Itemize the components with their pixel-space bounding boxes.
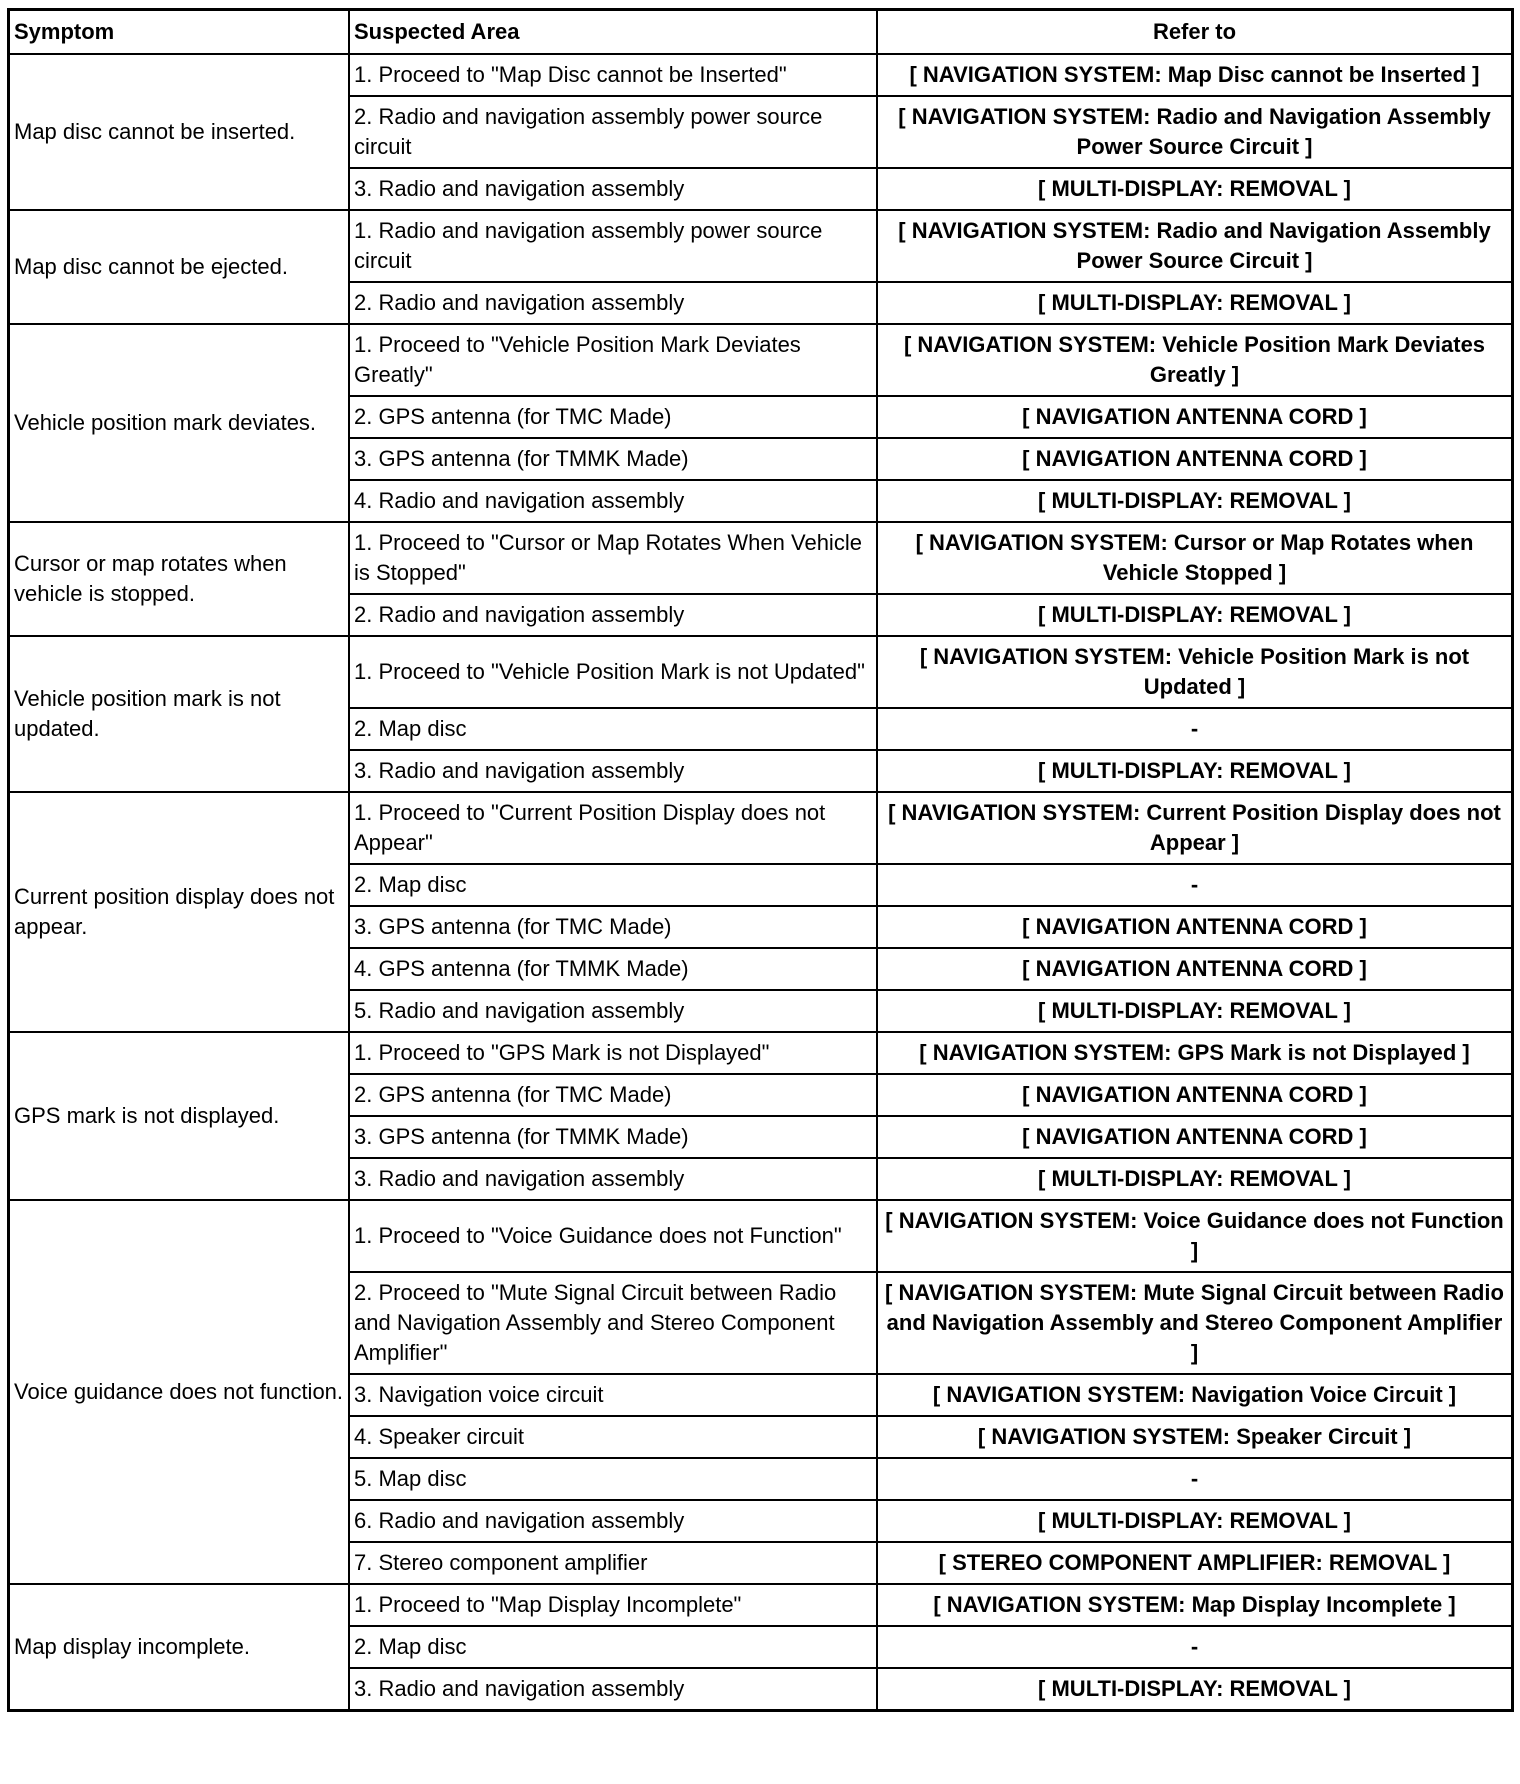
suspected-area-cell: 2. Radio and navigation assembly power source circuit	[349, 96, 877, 168]
suspected-area-cell: 1. Proceed to "Current Position Display does not Appear"	[349, 792, 877, 864]
table-row	[9, 324, 1513, 396]
suspected-area-cell: 1. Proceed to "Voice Guidance does not Function"	[349, 1200, 877, 1272]
suspected-area-cell: 5. Radio and navigation assembly	[349, 990, 877, 1032]
table-row	[9, 1032, 1513, 1074]
header-suspected-area: Suspected Area	[349, 10, 877, 55]
suspected-area-cell: 3. Radio and navigation assembly	[349, 1668, 877, 1711]
table-row	[9, 1200, 1513, 1272]
refer-to-link[interactable]: [ STEREO COMPONENT AMPLIFIER: REMOVAL ]	[877, 1542, 1513, 1584]
header-row	[9, 10, 1513, 55]
refer-to-link[interactable]: [ MULTI-DISPLAY: REMOVAL ]	[877, 480, 1513, 522]
refer-to-link[interactable]: [ NAVIGATION SYSTEM: Navigation Voice Circuit ]	[877, 1374, 1513, 1416]
suspected-area-cell: 3. Navigation voice circuit	[349, 1374, 877, 1416]
refer-to-link: -	[877, 708, 1513, 750]
refer-to-link[interactable]: [ NAVIGATION SYSTEM: Voice Guidance does not Function ]	[877, 1200, 1513, 1272]
refer-to-link[interactable]: [ MULTI-DISPLAY: REMOVAL ]	[877, 1668, 1513, 1711]
suspected-area-cell: 1. Radio and navigation assembly power source circuit	[349, 210, 877, 282]
refer-to-link[interactable]: [ NAVIGATION ANTENNA CORD ]	[877, 948, 1513, 990]
refer-to-link[interactable]: [ NAVIGATION SYSTEM: Map Display Incomplete ]	[877, 1584, 1513, 1626]
suspected-area-cell: 6. Radio and navigation assembly	[349, 1500, 877, 1542]
symptom-cell: Map disc cannot be inserted.	[9, 54, 350, 210]
refer-to-link[interactable]: [ MULTI-DISPLAY: REMOVAL ]	[877, 594, 1513, 636]
refer-to-link[interactable]: [ NAVIGATION SYSTEM: Vehicle Position Mark is not Updated ]	[877, 636, 1513, 708]
suspected-area-cell: 3. GPS antenna (for TMC Made)	[349, 906, 877, 948]
suspected-area-cell: 2. Radio and navigation assembly	[349, 594, 877, 636]
refer-to-link[interactable]: [ MULTI-DISPLAY: REMOVAL ]	[877, 282, 1513, 324]
suspected-area-cell: 3. Radio and navigation assembly	[349, 168, 877, 210]
table-body	[9, 54, 1513, 1711]
suspected-area-cell: 4. Radio and navigation assembly	[349, 480, 877, 522]
refer-to-link[interactable]: [ NAVIGATION SYSTEM: Mute Signal Circuit between Radio and Navigation Assembly and Stereo Component Amplifier ]	[877, 1272, 1513, 1374]
table-row	[9, 792, 1513, 864]
suspected-area-cell: 2. Radio and navigation assembly	[349, 282, 877, 324]
suspected-area-cell: 5. Map disc	[349, 1458, 877, 1500]
refer-to-link[interactable]: [ NAVIGATION ANTENNA CORD ]	[877, 906, 1513, 948]
refer-to-link[interactable]: [ NAVIGATION SYSTEM: Map Disc cannot be Inserted ]	[877, 54, 1513, 96]
suspected-area-cell: 3. Radio and navigation assembly	[349, 750, 877, 792]
suspected-area-cell: 2. Map disc	[349, 1626, 877, 1668]
suspected-area-cell: 1. Proceed to "Map Display Incomplete"	[349, 1584, 877, 1626]
symptom-cell: Cursor or map rotates when vehicle is stopped.	[9, 522, 350, 636]
symptom-cell: Voice guidance does not function.	[9, 1200, 350, 1584]
refer-to-link[interactable]: [ NAVIGATION SYSTEM: Radio and Navigation Assembly Power Source Circuit ]	[877, 210, 1513, 282]
header-symptom: Symptom	[9, 10, 350, 55]
suspected-area-cell: 2. GPS antenna (for TMC Made)	[349, 396, 877, 438]
suspected-area-cell: 2. Proceed to "Mute Signal Circuit between Radio and Navigation Assembly and Stereo Component Amplifier"	[349, 1272, 877, 1374]
refer-to-link: -	[877, 1626, 1513, 1668]
refer-to-link[interactable]: [ NAVIGATION ANTENNA CORD ]	[877, 438, 1513, 480]
refer-to-link[interactable]: [ NAVIGATION ANTENNA CORD ]	[877, 396, 1513, 438]
refer-to-link[interactable]: [ NAVIGATION ANTENNA CORD ]	[877, 1074, 1513, 1116]
symptom-cell: Map display incomplete.	[9, 1584, 350, 1711]
suspected-area-cell: 2. Map disc	[349, 864, 877, 906]
table-row	[9, 54, 1513, 96]
suspected-area-cell: 3. GPS antenna (for TMMK Made)	[349, 438, 877, 480]
symptom-cell: Vehicle position mark is not updated.	[9, 636, 350, 792]
table-row	[9, 636, 1513, 708]
suspected-area-cell: 4. GPS antenna (for TMMK Made)	[349, 948, 877, 990]
refer-to-link[interactable]: [ MULTI-DISPLAY: REMOVAL ]	[877, 1500, 1513, 1542]
refer-to-link[interactable]: [ MULTI-DISPLAY: REMOVAL ]	[877, 990, 1513, 1032]
refer-to-link: -	[877, 1458, 1513, 1500]
troubleshooting-table	[7, 8, 1514, 1712]
symptom-cell: Current position display does not appear.	[9, 792, 350, 1032]
refer-to-link[interactable]: [ MULTI-DISPLAY: REMOVAL ]	[877, 168, 1513, 210]
table-row	[9, 1584, 1513, 1626]
refer-to-link[interactable]: [ NAVIGATION ANTENNA CORD ]	[877, 1116, 1513, 1158]
suspected-area-cell: 3. Radio and navigation assembly	[349, 1158, 877, 1200]
header-refer-to: Refer to	[877, 10, 1513, 55]
suspected-area-cell: 1. Proceed to "Vehicle Position Mark Deviates Greatly"	[349, 324, 877, 396]
refer-to-link[interactable]: [ NAVIGATION SYSTEM: Vehicle Position Mark Deviates Greatly ]	[877, 324, 1513, 396]
suspected-area-cell: 7. Stereo component amplifier	[349, 1542, 877, 1584]
suspected-area-cell: 2. GPS antenna (for TMC Made)	[349, 1074, 877, 1116]
suspected-area-cell: 2. Map disc	[349, 708, 877, 750]
suspected-area-cell: 3. GPS antenna (for TMMK Made)	[349, 1116, 877, 1158]
refer-to-link[interactable]: [ NAVIGATION SYSTEM: Speaker Circuit ]	[877, 1416, 1513, 1458]
refer-to-link[interactable]: [ MULTI-DISPLAY: REMOVAL ]	[877, 1158, 1513, 1200]
refer-to-link[interactable]: [ NAVIGATION SYSTEM: Current Position Display does not Appear ]	[877, 792, 1513, 864]
symptom-cell: Map disc cannot be ejected.	[9, 210, 350, 324]
suspected-area-cell: 1. Proceed to "Cursor or Map Rotates When Vehicle is Stopped"	[349, 522, 877, 594]
refer-to-link[interactable]: [ NAVIGATION SYSTEM: Cursor or Map Rotates when Vehicle Stopped ]	[877, 522, 1513, 594]
refer-to-link[interactable]: [ MULTI-DISPLAY: REMOVAL ]	[877, 750, 1513, 792]
table-row	[9, 522, 1513, 594]
table-row	[9, 210, 1513, 282]
symptom-cell: GPS mark is not displayed.	[9, 1032, 350, 1200]
suspected-area-cell: 1. Proceed to "Vehicle Position Mark is not Updated"	[349, 636, 877, 708]
suspected-area-cell: 4. Speaker circuit	[349, 1416, 877, 1458]
refer-to-link[interactable]: [ NAVIGATION SYSTEM: GPS Mark is not Displayed ]	[877, 1032, 1513, 1074]
refer-to-link: -	[877, 864, 1513, 906]
suspected-area-cell: 1. Proceed to "GPS Mark is not Displayed"	[349, 1032, 877, 1074]
refer-to-link[interactable]: [ NAVIGATION SYSTEM: Radio and Navigation Assembly Power Source Circuit ]	[877, 96, 1513, 168]
symptom-cell: Vehicle position mark deviates.	[9, 324, 350, 522]
suspected-area-cell: 1. Proceed to "Map Disc cannot be Inserted"	[349, 54, 877, 96]
